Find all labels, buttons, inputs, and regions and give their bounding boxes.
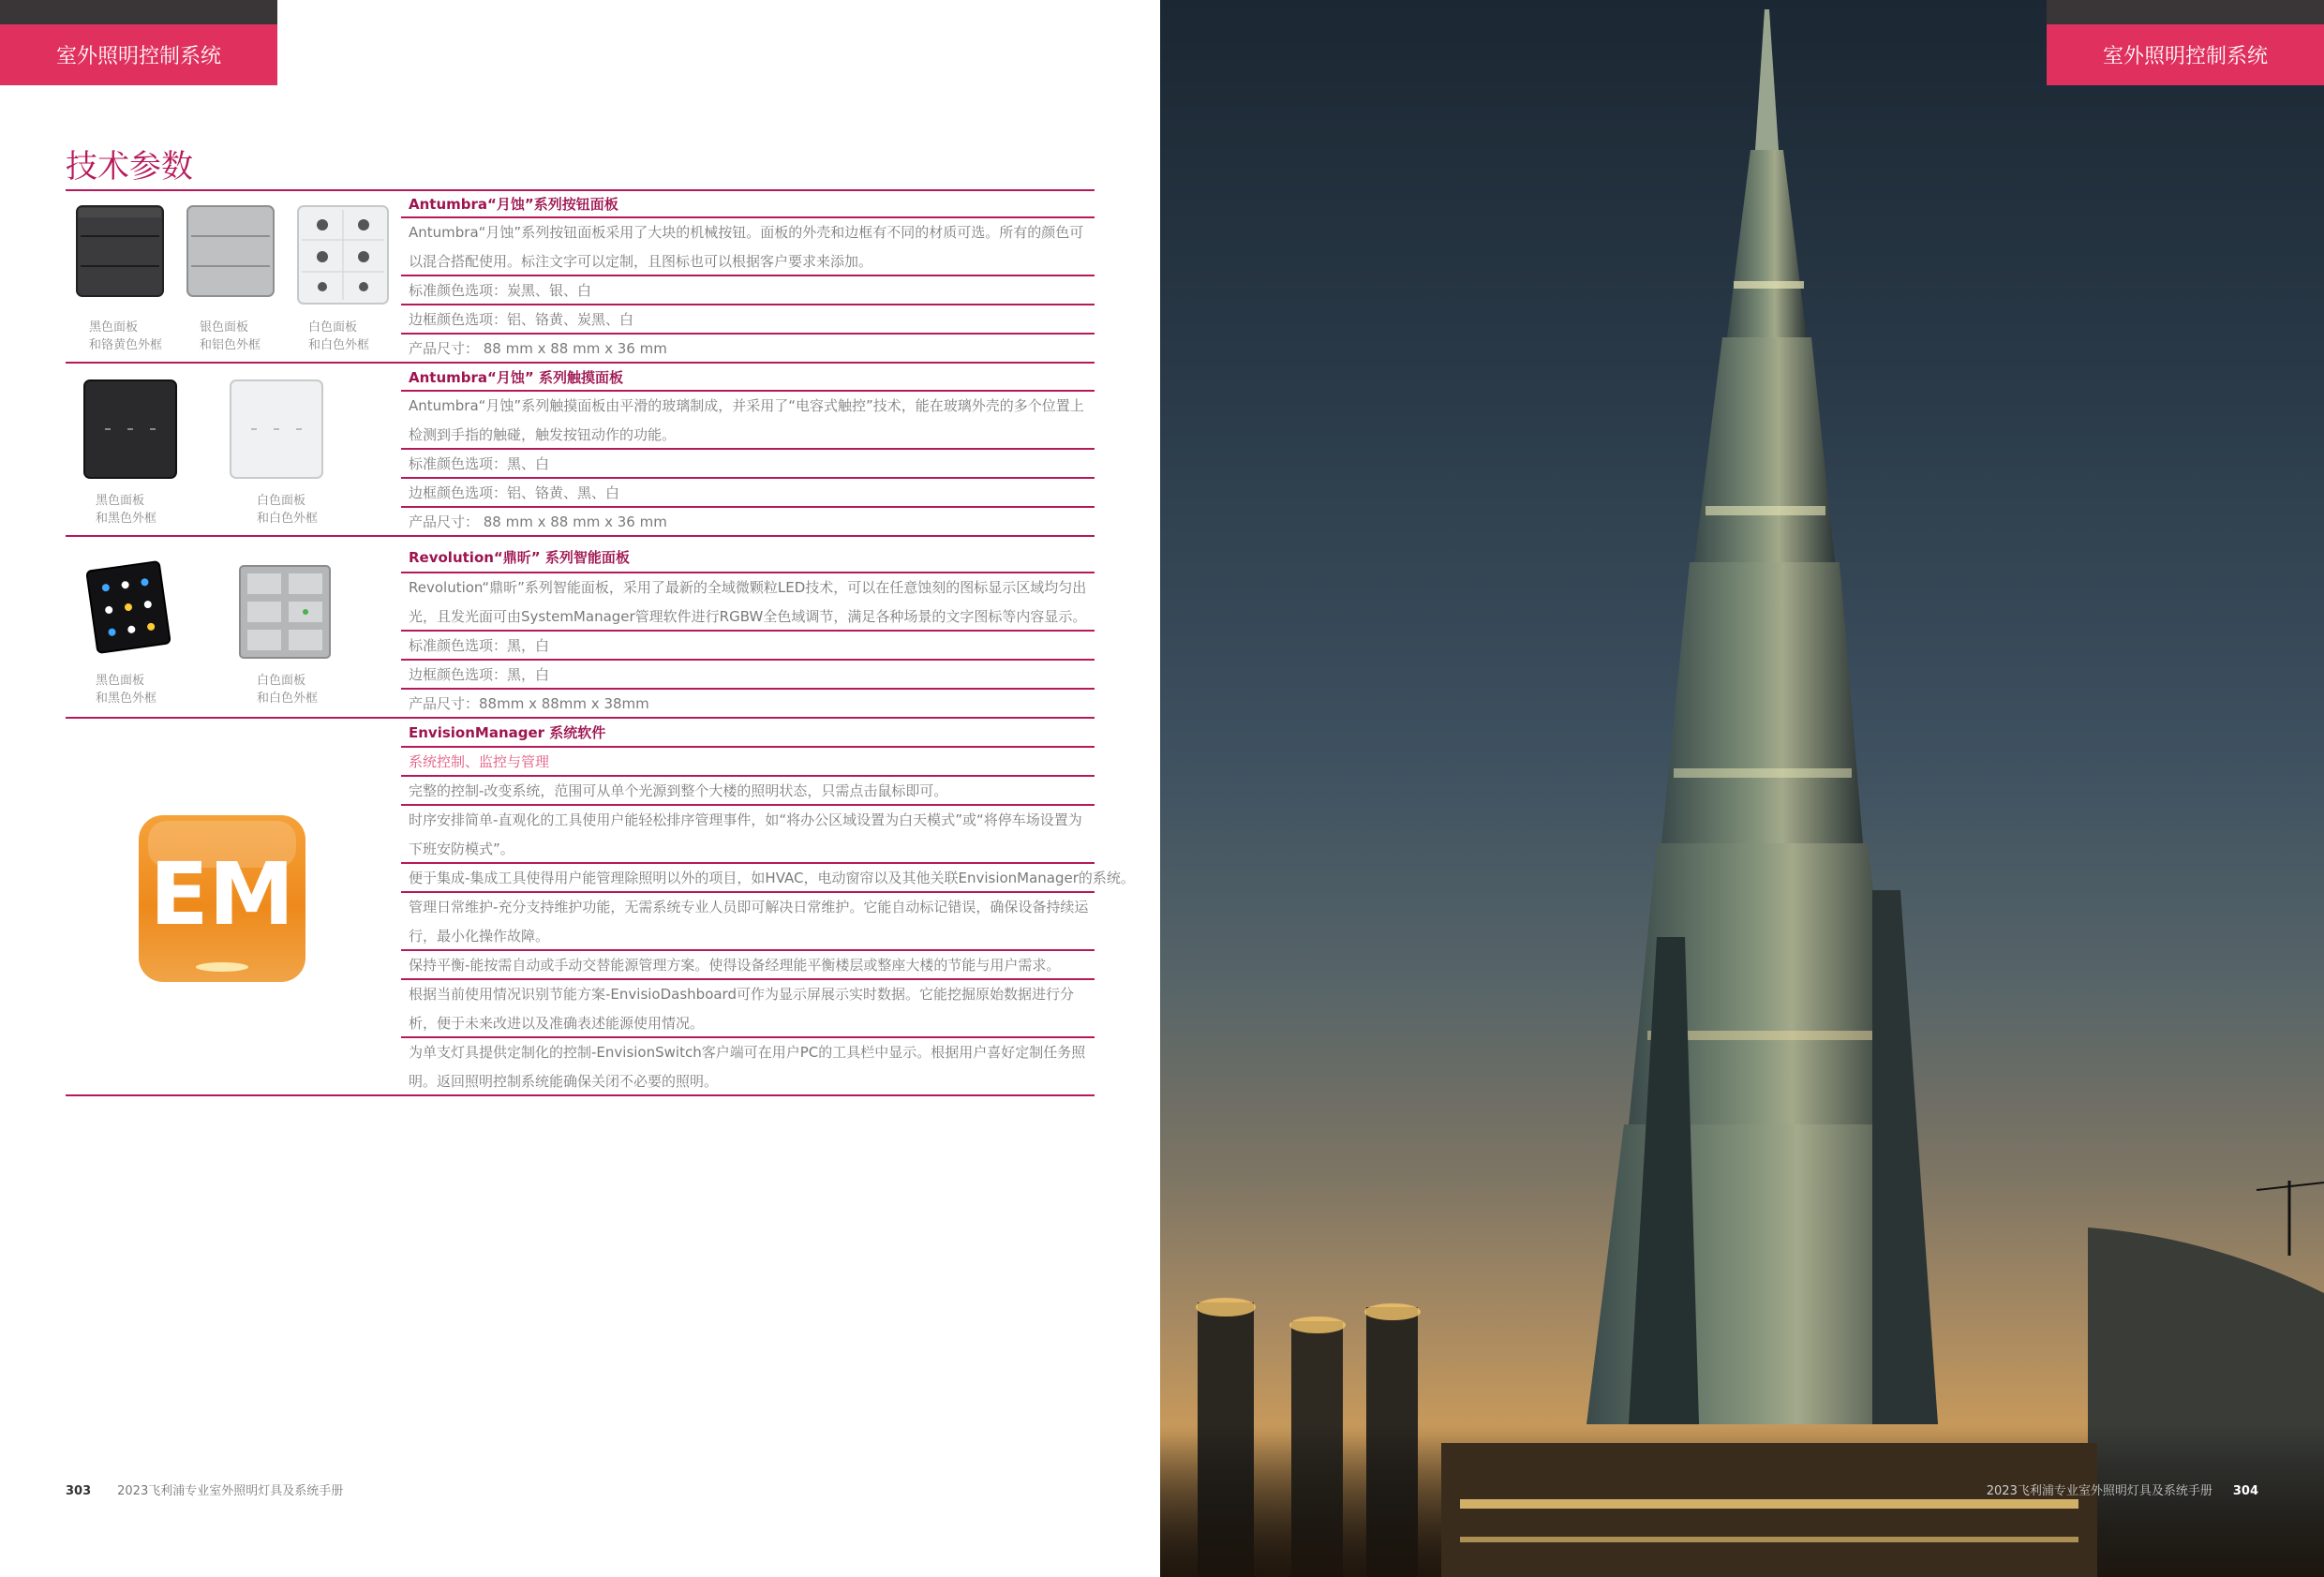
antumbra-touch-frame: 边框颜色选项：铝、铬黄、黑、白 xyxy=(401,479,1095,508)
envision-title: EnvisionManager 系统软件 xyxy=(401,719,1095,748)
footer-left xyxy=(66,1480,343,1498)
caption-white-panel: 白色面板 和白色外框 xyxy=(308,320,370,352)
antumbra-touch-title: Antumbra“月蚀” 系列触摸面板 xyxy=(401,364,1095,392)
envision-subtitle: 系统控制、监控与管理 xyxy=(401,748,1095,777)
caption-black-touch: 黑色面板 和黑色外框 xyxy=(96,494,157,526)
caption-silver-panel: 银色面板 和铝色外框 xyxy=(200,320,261,352)
white-smart-panel-image xyxy=(238,564,332,660)
caption-black-smart: 黑色面板 和黑色外框 xyxy=(96,674,157,706)
antumbra-button-size: 产品尺寸： 88 mm x 88 mm x 36 mm xyxy=(401,335,1095,364)
section-rule xyxy=(66,535,1095,537)
envision-feature: 便于集成-集成工具使得用户能管理除照明以外的项目，如HVAC，电动窗帘以及其他关联EnvisionManager的系统。 xyxy=(401,864,1095,893)
caption-white-touch: 白色面板 和白色外框 xyxy=(257,494,319,526)
right-page-photo xyxy=(1160,0,2324,1577)
envision-feature: 根据当前使用情况识别节能方案-EnvisioDashboard可作为显示屏展示实时数据。它能挖掘原始数据进行分析，便于未来改进以及准确表述能源使用情况。 xyxy=(401,980,1095,1038)
black-smart-panel-image xyxy=(86,560,171,654)
footer-right xyxy=(1987,1480,2258,1498)
revolution-title: Revolution“鼎昕” 系列智能面板 xyxy=(401,542,1095,573)
antumbra-touch-size: 产品尺寸： 88 mm x 88 mm x 36 mm xyxy=(401,508,1095,537)
revolution-desc: Revolution“鼎昕”系列智能面板，采用了最新的全域微颗粒LED技术，可以在任意蚀刻的图标显示区域均匀出光，且发光面可由SystemManager管理软件进行RGBW全色域调节，满足各种场景的文字图标等内容显示。 xyxy=(401,573,1095,632)
silver-button-panel-image xyxy=(186,204,276,298)
em-logo-text: EM xyxy=(149,844,295,945)
left-page xyxy=(0,0,1160,1577)
section-label: 室外照明控制系统 xyxy=(0,24,277,85)
envision-feature: 完整的控制-改变系统，范围可从单个光源到整个大楼的照明状态，只需点击鼠标即可。 xyxy=(401,777,1095,806)
envision-feature: 时序安排简单-直观化的工具使用户能轻松排序管理事件，如“将办公区域设置为白天模式”或“将停车场设置为下班安防模式”。 xyxy=(401,806,1095,864)
caption-black-panel: 黑色面板 和铬黄色外框 xyxy=(89,320,163,352)
antumbra-button-frame: 边框颜色选项：铝、铬黄、炭黑、白 xyxy=(401,305,1095,335)
antumbra-touch-desc: Antumbra“月蚀”系列触摸面板由平滑的玻璃制成，并采用了“电容式触控”技术，能在玻璃外壳的多个位置上检测到手指的触碰，触发按钮动作的功能。 xyxy=(401,392,1095,450)
skyscraper-photo xyxy=(1160,0,2324,1577)
footer-title: 2023飞利浦专业室外照明灯具及系统手册 xyxy=(1986,1484,2212,1498)
section-label: 室外照明控制系统 xyxy=(2047,24,2324,85)
footer-title: 2023飞利浦专业室外照明灯具及系统手册 xyxy=(117,1484,344,1498)
envision-feature: 保持平衡-能按需自动或手动交替能源管理方案。使得设备经理能平衡楼层或整座大楼的节能与用户需求。 xyxy=(401,951,1095,980)
caption-white-smart: 白色面板 和白色外框 xyxy=(257,674,319,706)
em-logo xyxy=(137,813,307,984)
revolution-size: 产品尺寸：88mm x 88mm x 38mm xyxy=(401,690,1095,719)
page-number: 303 xyxy=(66,1484,92,1498)
white-touch-panel-image xyxy=(229,379,324,480)
revolution-colors: 标准颜色选项：黑，白 xyxy=(401,632,1095,661)
revolution-frame: 边框颜色选项：黑，白 xyxy=(401,661,1095,690)
envision-feature: 管理日常维护-充分支持维护功能，无需系统专业人员即可解决日常维护。它能自动标记错误，确保设备持续运行，最小化操作故障。 xyxy=(401,893,1095,951)
antumbra-button-title: Antumbra“月蚀”系列按钮面板 xyxy=(401,190,1095,218)
black-touch-panel-image xyxy=(82,379,178,480)
section-tab-right xyxy=(2047,0,2324,85)
antumbra-touch-colors: 标准颜色选项：黑、白 xyxy=(401,450,1095,479)
white-button-panel-image xyxy=(296,204,390,305)
envision-feature: 为单支灯具提供定制化的控制-EnvisionSwitch客户端可在用户PC的工具栏中显示。根据用户喜好定制任务照明。返回照明控制系统能确保关闭不必要的照明。 xyxy=(401,1038,1095,1096)
section-rule xyxy=(66,1094,1095,1096)
black-button-panel-image xyxy=(75,204,165,298)
antumbra-button-colors: 标准颜色选项：炭黑、银、白 xyxy=(401,276,1095,305)
antumbra-button-desc: Antumbra“月蚀”系列按钮面板采用了大块的机械按钮。面板的外壳和边框有不同的材质可选。所有的颜色可以混合搭配使用。标注文字可以定制，且图标也可以根据客户要求来添加。 xyxy=(401,218,1095,276)
page-number: 304 xyxy=(2232,1484,2258,1498)
page-heading: 技术参数 xyxy=(66,148,193,186)
section-tab-left xyxy=(0,0,277,85)
